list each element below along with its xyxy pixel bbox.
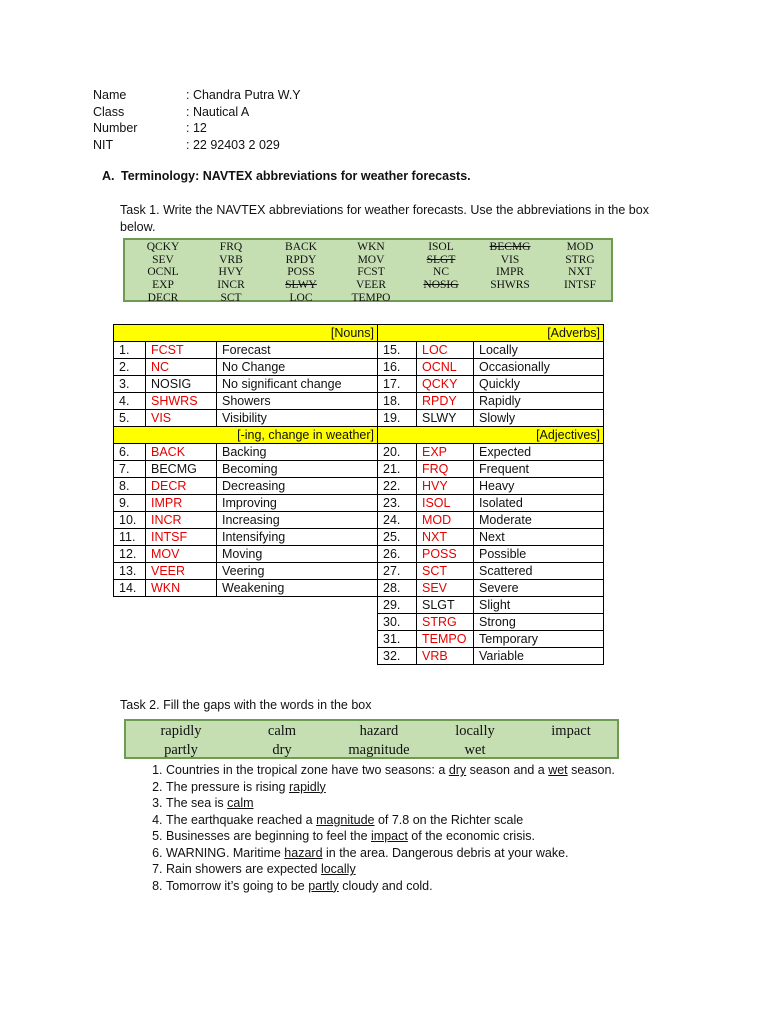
word-cell: Becoming <box>217 461 378 478</box>
abbr-item: INTSF <box>564 279 596 292</box>
row-number: 5. <box>114 410 146 427</box>
word-cell: Occasionally <box>474 359 604 376</box>
word-cell: No significant change <box>217 376 378 393</box>
empty-cell <box>217 614 378 631</box>
task1-line: below. <box>120 219 156 234</box>
word-item: calm <box>267 723 297 739</box>
word-cell: Backing <box>217 444 378 461</box>
word-cell: Improving <box>217 495 378 512</box>
abbr-item: LOC <box>289 291 313 304</box>
table-row <box>114 563 604 580</box>
row-number: 28. <box>378 580 417 597</box>
abbr-item: WKN <box>357 241 385 253</box>
empty-cell <box>146 597 217 614</box>
abbr-item: ISOL <box>428 241 454 253</box>
answer-word: locally <box>320 862 356 876</box>
abbr-item: POSS <box>287 266 315 279</box>
abbr-column <box>147 241 180 305</box>
sentence-text: season. <box>567 763 615 777</box>
info-row-class <box>93 104 301 121</box>
abbr-item: MOD <box>566 241 594 253</box>
row-number: 14. <box>114 580 146 597</box>
abbr-item: MOV <box>357 253 385 266</box>
abbr-cell: IMPR <box>146 495 217 512</box>
empty-cell <box>114 648 146 665</box>
sentence-text: The sea is <box>166 796 228 810</box>
abbr-item: FRQ <box>219 241 243 253</box>
abbr-item: HVY <box>218 266 244 279</box>
row-number: 21. <box>378 461 417 478</box>
abbr-cell: FRQ <box>417 461 474 478</box>
abbr-item: QCKY <box>146 241 180 253</box>
row-number: 15. <box>378 342 417 359</box>
table-row <box>114 648 604 665</box>
abbr-cell: SLGT <box>417 597 474 614</box>
table-row <box>114 342 604 359</box>
info-value: : 22 92403 2 029 <box>186 138 280 153</box>
abbr-item: DECR <box>147 291 179 304</box>
info-value: : Chandra Putra W.Y <box>186 88 301 102</box>
table-row <box>114 359 604 376</box>
answer-word: calm <box>227 796 254 810</box>
row-number: 2. <box>114 359 146 376</box>
abbr-item: SEV <box>152 253 174 266</box>
sentence-text: Rain showers are expected <box>166 862 321 876</box>
student-info <box>93 87 301 154</box>
answer-word: rapidly <box>288 779 326 794</box>
sentence-item <box>166 779 615 796</box>
empty-cell <box>146 648 217 665</box>
table-row <box>114 376 604 393</box>
abbr-cell: OCNL <box>417 359 474 376</box>
row-number: 25. <box>378 529 417 546</box>
row-number: 7. <box>114 461 146 478</box>
word-cell: Moderate <box>474 512 604 529</box>
word-cell: Forecast <box>217 342 378 359</box>
sentence-item <box>166 812 615 829</box>
sentence-text: season and a <box>466 763 549 777</box>
abbr-cell: RPDY <box>417 393 474 410</box>
task1-line: Task 1. Write the NAVTEX abbreviations for weather forecasts. Use the abbreviations in the box <box>120 203 649 217</box>
word-column <box>268 722 296 759</box>
abbr-cell: TEMPO <box>417 631 474 648</box>
sentence-text: Countries in the tropical zone have two seasons: a <box>166 763 449 777</box>
sentence-text: The pressure is rising <box>166 779 289 794</box>
answer-word: hazard <box>284 845 323 860</box>
word-column <box>551 722 590 741</box>
word-cell: Increasing <box>217 512 378 529</box>
row-number: 29. <box>378 597 417 614</box>
task2-title: Task 2. Fill the gaps with the words in the box <box>120 698 372 712</box>
word-item: impact <box>551 723 591 739</box>
sentence-text: of 7.8 on the Richter scale <box>374 812 524 827</box>
abbr-item: SCT <box>220 291 242 304</box>
table-header-row <box>114 325 604 342</box>
sentence-text: cloudy and cold. <box>338 878 433 893</box>
sentence-text: Tomorrow it’s going to be <box>166 878 309 893</box>
info-value: : 12 <box>186 121 207 136</box>
empty-cell <box>217 648 378 665</box>
table-header-cell: [Adjectives] <box>378 427 604 444</box>
abbr-cell: VRB <box>417 648 474 665</box>
abbr-cell: QCKY <box>417 376 474 393</box>
abbr-item: NXT <box>568 266 592 279</box>
table-row <box>114 410 604 427</box>
word-cell: Next <box>474 529 604 546</box>
answer-word: magnitude <box>316 812 375 827</box>
empty-cell <box>217 631 378 648</box>
abbr-item: STRG <box>565 253 595 266</box>
word-cell: Veering <box>217 563 378 580</box>
row-number: 16. <box>378 359 417 376</box>
table-row <box>114 461 604 478</box>
row-number: 13. <box>114 563 146 580</box>
word-column <box>455 722 494 759</box>
row-number: 23. <box>378 495 417 512</box>
word-cell: Severe <box>474 580 604 597</box>
sentence-item <box>166 795 615 812</box>
empty-cell <box>146 631 217 648</box>
abbr-cell: BECMG <box>146 461 217 478</box>
row-number: 3. <box>114 376 146 393</box>
table-header-row <box>114 427 604 444</box>
abbr-item: VIS <box>500 253 520 266</box>
sentence-item <box>166 861 615 878</box>
abbr-cell: MOV <box>146 546 217 563</box>
word-item: wet <box>464 741 486 758</box>
abbr-item: VEER <box>355 279 387 292</box>
word-item: dry <box>272 741 292 758</box>
empty-cell <box>114 614 146 631</box>
abbr-item: BECMG <box>489 241 531 253</box>
abbr-cell: NOSIG <box>146 376 217 393</box>
word-cell: Heavy <box>474 478 604 495</box>
word-box <box>124 719 619 759</box>
abbr-column <box>352 241 391 305</box>
table-row <box>114 614 604 631</box>
word-cell: Moving <box>217 546 378 563</box>
abbr-cell: HVY <box>417 478 474 495</box>
row-number: 9. <box>114 495 146 512</box>
word-cell: Strong <box>474 614 604 631</box>
info-label: NIT <box>93 138 114 153</box>
word-cell: Variable <box>474 648 604 665</box>
abbr-cell: SLWY <box>417 410 474 427</box>
abbr-item: IMPR <box>495 266 525 279</box>
info-value: : Nautical A <box>186 104 250 119</box>
word-cell: Frequent <box>474 461 604 478</box>
row-number: 1. <box>114 342 146 359</box>
row-number: 4. <box>114 393 146 410</box>
abbr-column <box>423 241 458 292</box>
sentence-item <box>166 828 615 845</box>
info-row-nit <box>93 137 301 154</box>
row-number: 19. <box>378 410 417 427</box>
abbr-item: INCR <box>217 279 245 292</box>
abbr-cell: DECR <box>146 478 217 495</box>
abbr-item: SHWRS <box>490 279 530 292</box>
word-cell: Expected <box>474 444 604 461</box>
abbr-item: SLGT <box>426 253 456 266</box>
sentence-text: of the economic crisis. <box>407 829 535 843</box>
abbr-cell: NC <box>146 359 217 376</box>
row-number: 17. <box>378 376 417 393</box>
info-row-name <box>93 87 301 104</box>
table-row <box>114 580 604 597</box>
word-cell: No Change <box>217 359 378 376</box>
word-column <box>160 722 201 759</box>
answer-word: wet <box>548 763 568 777</box>
sentence-text: WARNING. Maritime <box>166 845 285 860</box>
word-cell: Slight <box>474 597 604 614</box>
table-row <box>114 529 604 546</box>
word-item: rapidly <box>160 723 202 739</box>
sentence-item <box>166 845 615 862</box>
word-cell: Slowly <box>474 410 604 427</box>
word-cell: Quickly <box>474 376 604 393</box>
abbr-column <box>285 241 317 305</box>
row-number: 32. <box>378 648 417 665</box>
abbr-cell: POSS <box>417 546 474 563</box>
abbreviation-box <box>123 238 613 302</box>
info-label: Class <box>93 104 125 119</box>
row-number: 30. <box>378 614 417 631</box>
word-cell: Weakening <box>217 580 378 597</box>
abbr-item: FCST <box>357 266 385 279</box>
empty-cell <box>217 597 378 614</box>
abbr-cell: INTSF <box>146 529 217 546</box>
table-row <box>114 546 604 563</box>
abbr-cell: VEER <box>146 563 217 580</box>
row-number: 27. <box>378 563 417 580</box>
abbr-column <box>564 241 596 292</box>
abbr-item: NC <box>433 266 449 279</box>
section-letter: A. <box>102 169 115 183</box>
table-row <box>114 597 604 614</box>
abbr-column <box>217 241 244 305</box>
section-heading <box>102 169 471 183</box>
abbr-cell: SCT <box>417 563 474 580</box>
table-header-cell: [Nouns] <box>114 325 378 342</box>
abbr-cell: ISOL <box>417 495 474 512</box>
sentence-item <box>166 878 615 895</box>
row-number: 10. <box>114 512 146 529</box>
word-item: partly <box>164 741 198 758</box>
abbr-cell: EXP <box>417 444 474 461</box>
abbr-item: OCNL <box>147 266 179 279</box>
abbr-cell: LOC <box>417 342 474 359</box>
table-row <box>114 495 604 512</box>
row-number: 12. <box>114 546 146 563</box>
info-label: Name <box>93 88 127 102</box>
abbr-item: EXP <box>152 279 174 292</box>
table-row <box>114 478 604 495</box>
word-cell: Isolated <box>474 495 604 512</box>
row-number: 11. <box>114 529 146 546</box>
terminology-table <box>113 324 604 665</box>
abbr-item: VRB <box>219 253 243 266</box>
section-title: Terminology: NAVTEX abbreviations for weather forecasts. <box>121 169 471 183</box>
table-row <box>114 631 604 648</box>
answer-word: partly <box>308 878 339 893</box>
sentence-text: in the area. Dangerous debris at your wake. <box>322 845 569 860</box>
row-number: 8. <box>114 478 146 495</box>
row-number: 22. <box>378 478 417 495</box>
row-number: 26. <box>378 546 417 563</box>
word-item: locally <box>455 723 495 739</box>
sentence-list <box>130 762 615 894</box>
row-number: 31. <box>378 631 417 648</box>
empty-cell <box>114 597 146 614</box>
empty-cell <box>146 614 217 631</box>
abbr-cell: NXT <box>417 529 474 546</box>
word-cell: Showers <box>217 393 378 410</box>
abbr-cell: WKN <box>146 580 217 597</box>
word-cell: Visibility <box>217 410 378 427</box>
empty-cell <box>114 631 146 648</box>
answer-word: impact <box>371 829 408 843</box>
word-item: hazard <box>359 723 399 739</box>
answer-word: dry <box>448 763 467 777</box>
sentence-text: The earthquake reached a <box>166 812 317 827</box>
word-cell: Locally <box>474 342 604 359</box>
row-number: 18. <box>378 393 417 410</box>
abbr-item: NOSIG <box>423 279 459 292</box>
abbr-cell: STRG <box>417 614 474 631</box>
abbr-cell: INCR <box>146 512 217 529</box>
abbr-item: SLWY <box>285 279 317 292</box>
sentence-item <box>166 762 615 779</box>
row-number: 6. <box>114 444 146 461</box>
info-row-number <box>93 120 301 137</box>
abbr-cell: SHWRS <box>146 393 217 410</box>
word-cell: Scattered <box>474 563 604 580</box>
table-header-cell: [-ing, change in weather] <box>114 427 378 444</box>
word-cell: Temporary <box>474 631 604 648</box>
word-cell: Decreasing <box>217 478 378 495</box>
row-number: 24. <box>378 512 417 529</box>
abbr-cell: MOD <box>417 512 474 529</box>
abbr-item: RPDY <box>285 253 317 266</box>
info-label: Number <box>93 121 138 136</box>
word-item: magnitude <box>348 741 410 758</box>
abbr-cell: VIS <box>146 410 217 427</box>
task1-instructions <box>120 202 649 235</box>
abbr-cell: FCST <box>146 342 217 359</box>
abbr-cell: SEV <box>417 580 474 597</box>
table-row <box>114 444 604 461</box>
abbr-item: BACK <box>285 241 317 253</box>
abbr-column <box>490 241 531 292</box>
table-row <box>114 512 604 529</box>
table-row <box>114 393 604 410</box>
word-cell: Possible <box>474 546 604 563</box>
abbr-cell: BACK <box>146 444 217 461</box>
sentence-text: Businesses are beginning to feel the <box>166 829 371 843</box>
word-cell: Intensifying <box>217 529 378 546</box>
table-header-cell: [Adverbs] <box>378 325 604 342</box>
row-number: 20. <box>378 444 417 461</box>
abbr-item: TEMPO <box>351 291 391 304</box>
word-cell: Rapidly <box>474 393 604 410</box>
word-column <box>348 722 409 759</box>
